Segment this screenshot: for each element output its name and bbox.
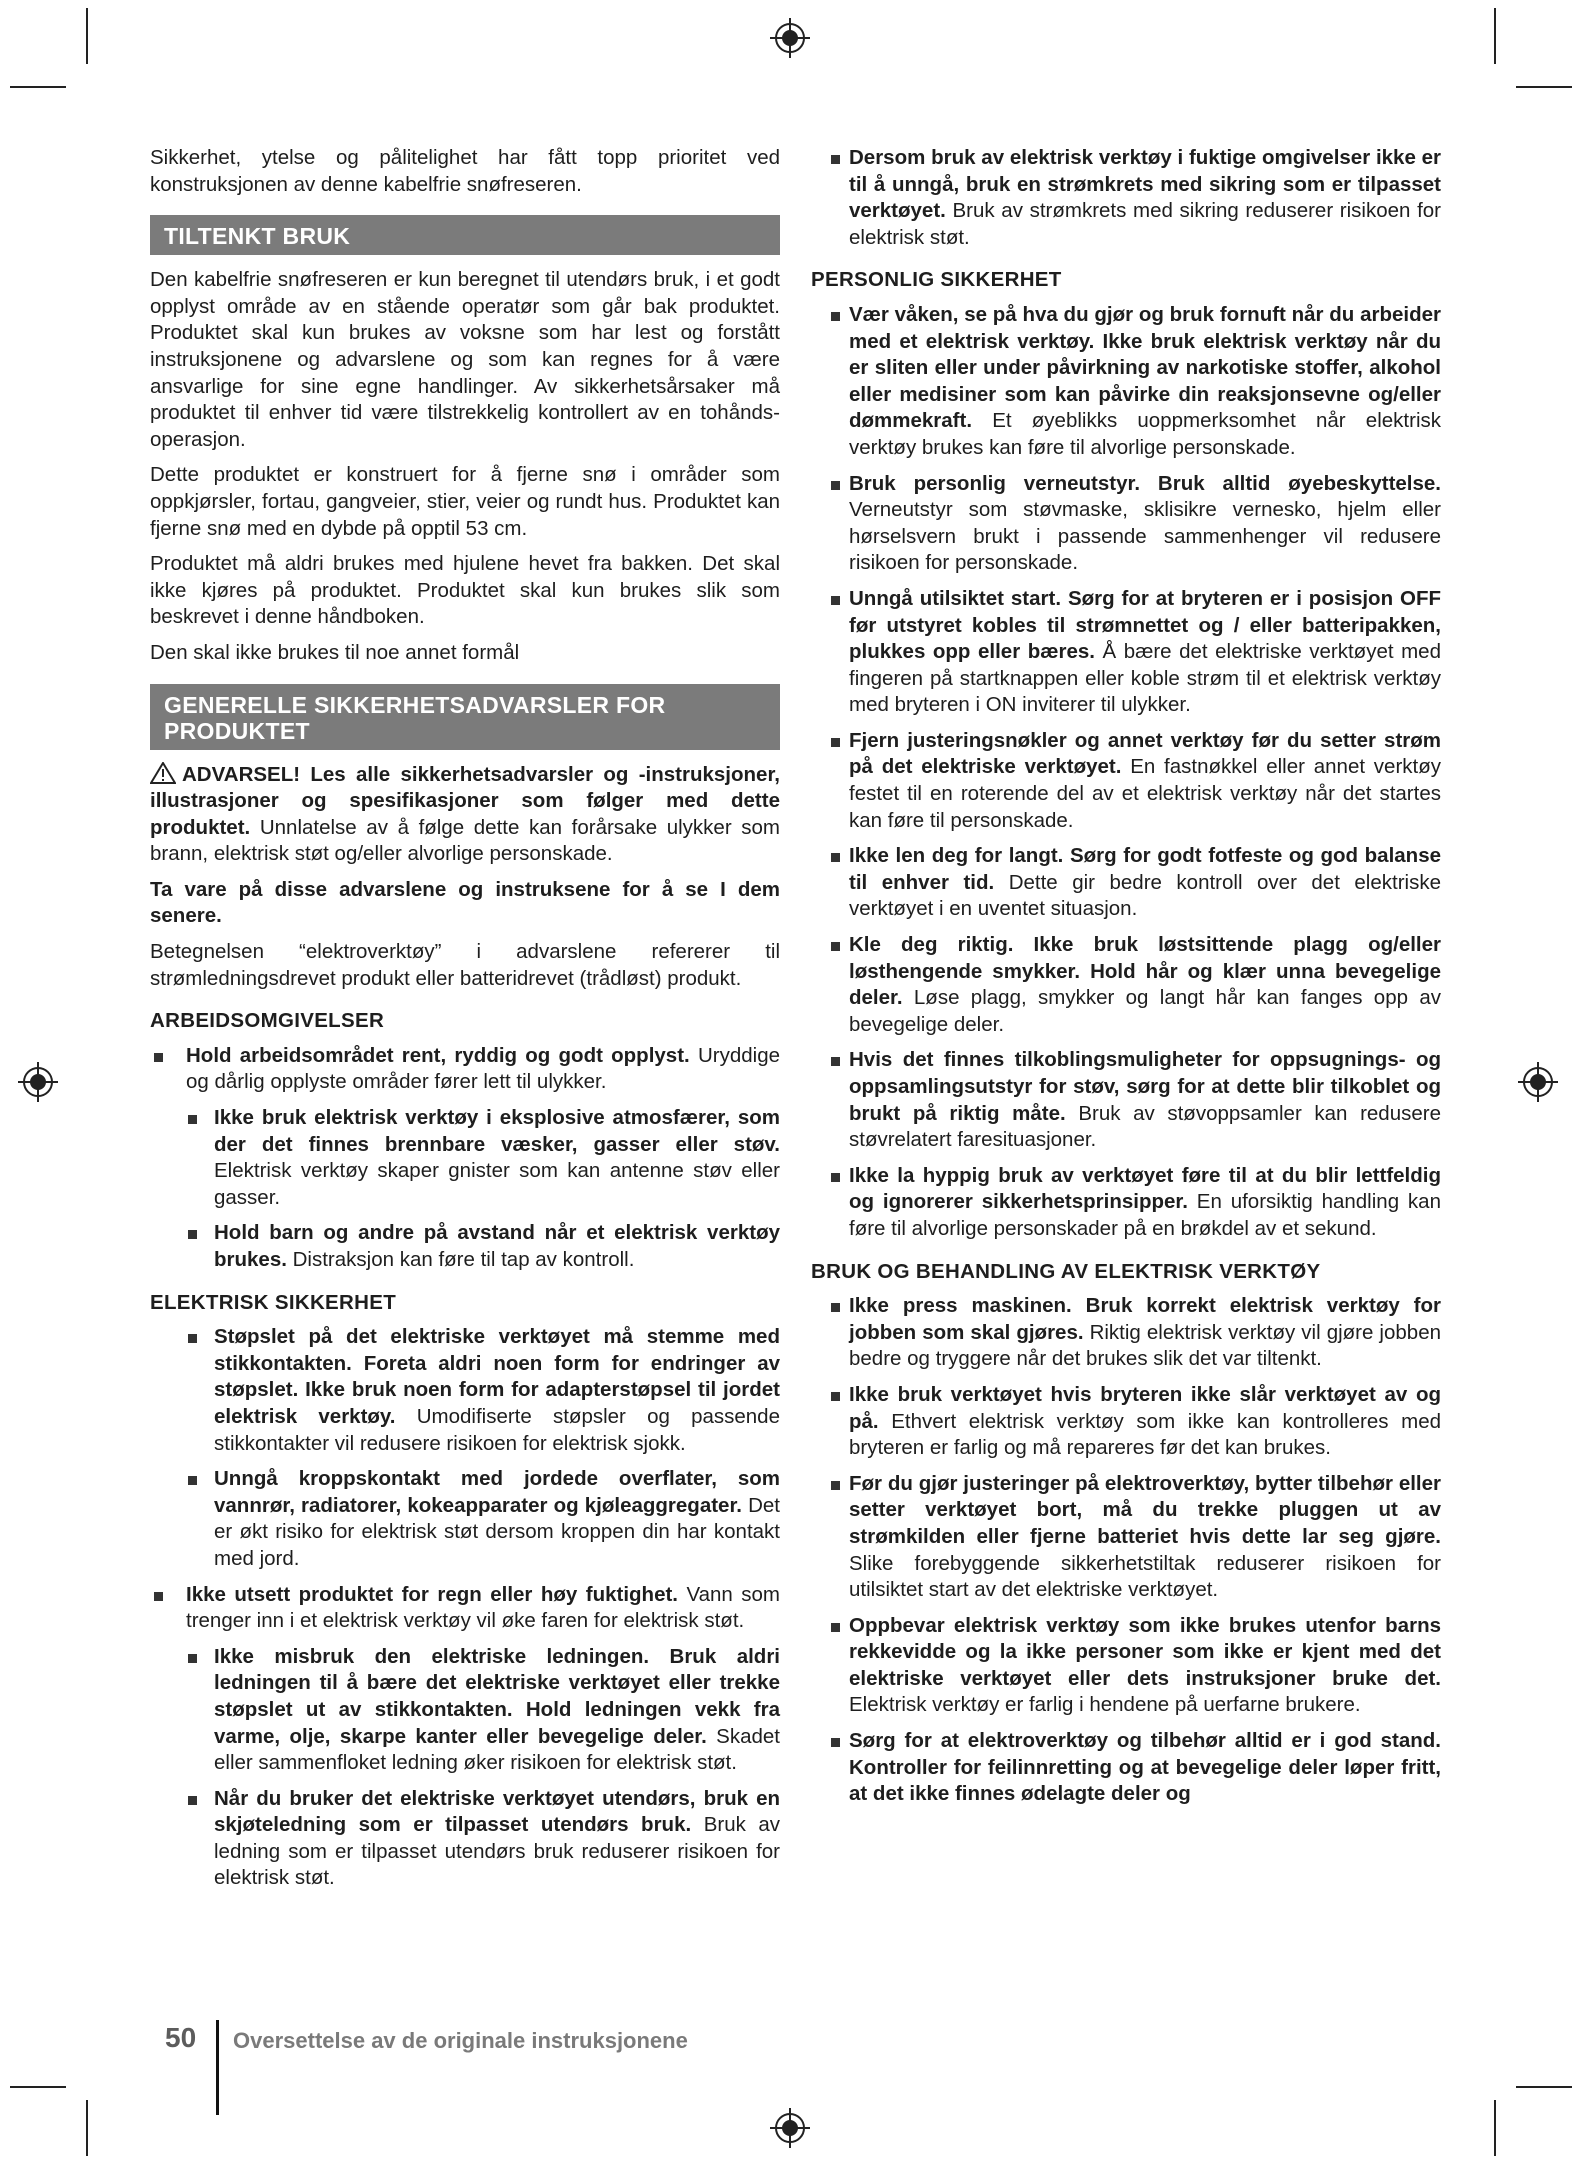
item-bold: Oppbevar elektrisk verktøy som ikke brukes utenfor barns rekkevidde og la ikke personer som ikke er kjent med det elektriske verktøyet eller dets instruksjoner bruke det.: [849, 1613, 1441, 1690]
crop-mark: [10, 2086, 66, 2088]
list-item: [811, 586, 1441, 719]
crop-mark: [1516, 86, 1572, 88]
item-text: En uforsiktig handling kan føre til alvorlige personskader på en brøkdel av et sekund.: [849, 1190, 1441, 1240]
footer-text: Oversettelse av de originale instruksjonene: [233, 2028, 688, 2053]
item-bold: Ikke bruk verktøyet hvis bryteren ikke slår verktøyet av og på.: [849, 1382, 1441, 1433]
item-text: Uryddige og dårlig opplyste områder fører lett til ulykker.: [186, 1043, 780, 1094]
left-column: [150, 145, 780, 1901]
crop-mark: [86, 8, 88, 64]
crop-mark: [1494, 2100, 1496, 2156]
item-bold: Ikke bruk elektrisk verktøy i eksplosive atmosfærer, som der det finnes brennbare væsker, gasser eller støv.: [214, 1106, 780, 1156]
item-text: Elektrisk verktøy er farlig i hendene på uerfarne brukere.: [849, 1693, 1361, 1717]
crop-mark: [1494, 8, 1496, 64]
item-bold: Ikke la hyppig bruk av verktøyet føre til at du blir lettfeldig og ignorerer sikkerhetsprinsipper.: [849, 1163, 1441, 1214]
list-item: [811, 1382, 1441, 1462]
list-item: [186, 1644, 780, 1777]
bullet-square-icon: [188, 1654, 197, 1663]
section-heading-tiltenkt-bruk: TILTENKT BRUK: [150, 215, 780, 255]
item-text: Bruk av strømkrets med sikring reduserer risikoen for elektrisk støt.: [849, 199, 1441, 249]
registration-mark-icon: [1518, 1062, 1558, 1102]
bullet-square-icon: [831, 481, 840, 490]
paragraph: Dette produktet er konstruert for å fjerne snø i områder som oppkjørsler, fortau, gangveier, stier, veier og rundt hus. Produktet kan fjerne snø med en dybde på opptil 53 cm.: [150, 463, 780, 540]
item-text: Elektrisk verktøy skaper gnister som kan antenne støv eller gasser.: [214, 1159, 780, 1209]
list-item: [811, 1047, 1441, 1153]
bullet-square-icon: [831, 853, 840, 862]
bullet-square-icon: [154, 1592, 163, 1601]
bullet-square-icon: [831, 1623, 840, 1632]
list-item: [811, 145, 1441, 251]
item-text: Bruk av støvoppsamler kan redusere støvrelatert faresituasjoner.: [849, 1101, 1441, 1152]
item-bold: Kle deg riktig. Ikke bruk løstsittende plagg og/eller løsthengende smykker. Hold hår og klær unna bevegelige deler.: [849, 933, 1441, 1010]
item-text: Distraksjon kan føre til tap av kontroll.: [286, 1248, 635, 1271]
list-item: [186, 1466, 780, 1572]
item-text: Slike forebyggende sikkerhetstiltak reduserer risikoen for utilsiktet start av det elektriske verktøyet.: [849, 1551, 1441, 1602]
warning-triangle-icon: [150, 762, 176, 784]
item-bold: Vær våken, se på hva du gjør og bruk fornuft når du arbeider med et elektrisk verktøy. Ikke bruk elektrisk verktøy når du er sliten eller under påvirkning av narkotiske stoffer, alkohol eller medisiner som kan påvirke din reaksjonsevne og/eller dømmekraft.: [849, 302, 1441, 433]
registration-mark-icon: [770, 2108, 810, 2148]
bullet-square-icon: [831, 1057, 840, 1066]
page-number: 50: [165, 2022, 197, 2053]
item-bold: Unngå utilsiktet start. Sørg for at bryteren er i posisjon OFF før utstyret kobles til strømnettet og / eller batteripakken, plukkes opp eller bæres.: [849, 586, 1441, 664]
registration-mark-icon: [770, 18, 810, 58]
keep-instructions: Ta vare på disse advarslene og instruksene for å se I dem senere.: [150, 877, 780, 928]
list-item: [811, 932, 1441, 1038]
item-bold: Hold barn og andre på avstand når et elektrisk verktøy brukes.: [214, 1221, 780, 1271]
item-bold: Hold arbeidsområdet rent, ryddig og godt opplyst.: [186, 1043, 690, 1067]
bullet-square-icon: [831, 312, 840, 321]
list-item: [186, 1220, 780, 1273]
bullet-square-icon: [831, 738, 840, 747]
item-text: Umodifiserte støpsler og passende stikkontakter vil redusere risikoen for elektrisk sjokk.: [214, 1404, 780, 1455]
footer-divider: [216, 2020, 219, 2115]
list-item: [811, 302, 1441, 462]
bullet-square-icon: [831, 1392, 840, 1401]
item-bold: Bruk personlig verneutstyr. Bruk alltid øyebeskyttelse.: [849, 471, 1441, 495]
paragraph: Betegnelsen “elektroverktøy” i advarslene refererer til strømledningsdrevet produkt eller batteridrevet (trådløst) produkt.: [150, 940, 780, 990]
bullet-square-icon: [831, 155, 840, 164]
item-bold: Ikke len deg for langt. Sørg for godt fotfeste og god balanse til enhver tid.: [849, 844, 1441, 894]
bullet-square-icon: [188, 1796, 197, 1805]
subheading-elektrisk-sikkerhet: ELEKTRISK SIKKERHET: [150, 1290, 397, 1314]
crop-mark: [86, 2100, 88, 2156]
item-text: Ethvert elektrisk verktøy som ikke kan kontrolleres med bryteren er farlig og må repareres før det kan brukes.: [849, 1409, 1441, 1460]
item-text: Et øyeblikks uoppmerksomhet når elektrisk verktøy brukes kan føre til alvorlige personskade.: [849, 409, 1441, 459]
bullet-square-icon: [831, 1303, 840, 1312]
item-bold: Når du bruker det elektriske verktøyet utendørs, bruk en skjøteledning som er tilpasset utendørs bruk.: [214, 1786, 780, 1837]
item-bold: Sørg for at elektroverktøy og tilbehør alltid er i god stand. Kontroller for feilinnretting og at bevegelige deler løper fritt, at det ikke finnes ødelagte deler og: [849, 1729, 1441, 1806]
list-item: [811, 1728, 1441, 1808]
paragraph: Den skal ikke brukes til noe annet formål: [150, 640, 520, 664]
item-bold: Hvis det finnes tilkoblingsmuligheter for oppsugnings- og oppsamlingsutstyr for støv, sørg for at dette blir tilkoblet og brukt på riktig måte.: [849, 1048, 1441, 1125]
bullet-square-icon: [188, 1230, 197, 1239]
bullet-square-icon: [154, 1053, 163, 1062]
item-bold: Unngå kroppskontakt med jordede overflater, som vannrør, radiatorer, kokeapparater og kjøleaggregater.: [214, 1467, 780, 1517]
item-bold: Ikke utsett produktet for regn eller høy fuktighet.: [186, 1582, 678, 1606]
item-text: Bruk av ledning som er tilpasset utendørs bruk reduserer risikoen for elektrisk støt.: [214, 1813, 781, 1890]
paragraph: Produktet må aldri brukes med hjulene hevet fra bakken. Det skal ikke kjøres på produktet. Produktet skal kun brukes slik som beskrevet i denne håndboken.: [150, 552, 780, 629]
crop-mark: [1516, 2086, 1572, 2088]
subheading-arbeidsomgivelser: ARBEIDSOMGIVELSER: [150, 1009, 385, 1033]
item-bold: Ikke misbruk den elektriske ledningen. Bruk aldri ledningen til å bære det elektriske verktøyet eller trekke støpslet ut av stikkontakten. Hold ledningen vekk fra varme, olje, skarpe kanter eller bevegelige deler.: [214, 1644, 780, 1748]
warning-text: Unnlatelse av å følge dette kan forårsake ulykker som brann, elektrisk støt og/eller alvorlige personskade.: [150, 815, 780, 866]
intro-paragraph: Sikkerhet, ytelse og pålitelighet har fått topp prioritet ved konstruksjonen av denne kabelfrie snøfreseren.: [150, 146, 780, 196]
bullet-square-icon: [831, 1173, 840, 1182]
bullet-square-icon: [831, 1481, 840, 1490]
list-item: [811, 471, 1441, 577]
item-bold: Dersom bruk av elektrisk verktøy i fuktige omgivelser ikke er til å unngå, bruk en strømkrets med sikring som er tilpasset verktøyet.: [849, 146, 1441, 223]
subheading-personlig-sikkerhet: PERSONLIG SIKKERHET: [811, 268, 1062, 292]
item-bold: Ikke press maskinen. Bruk korrekt elektrisk verktøy for jobben som skal gjøres.: [849, 1294, 1441, 1344]
item-text: Å bære det elektriske verktøyet med fingeren på startknappen eller koble strøm til et elektrisk verktøy med bryteren i ON inviterer til ulykker.: [849, 640, 1441, 717]
item-text: Dette gir bedre kontroll over det elektriske verktøyet i en uventet situasjon.: [849, 870, 1441, 921]
paragraph: Den kabelfrie snøfreseren er kun beregnet til utendørs bruk, i et godt opplyst område av en stående operatør som går bak produktet. Produktet skal kun brukes av voksne som har lest og forstått instruksjonene og advarslene og som kan regnes for å være ansvarlige for sine egne handlinger. Av sikkerhetsårsaker må produktet til enhver tid være tilstrekkelig kontrollert av en tohånds-operasjon.: [150, 268, 780, 451]
item-text: Det er økt risiko for elektrisk støt dersom kroppen din har kontakt med jord.: [214, 1493, 780, 1570]
crop-mark: [10, 86, 66, 88]
item-text: Verneutstyr som støvmaske, sklisikre vernesko, hjelm eller hørselsvern brukt i passende sammenhenger vil redusere risikoen for personskade.: [849, 498, 1441, 575]
list-item: [150, 1043, 780, 1096]
bullet-square-icon: [188, 1115, 197, 1124]
registration-mark-icon: [18, 1062, 58, 1102]
item-text: Skadet eller sammenfloket ledning øker risikoen for elektrisk støt.: [214, 1724, 780, 1775]
list-item: [811, 843, 1441, 923]
list-item: [811, 1163, 1441, 1243]
item-bold: Før du gjør justeringer på elektroverktøy, bytter tilbehør eller setter verktøyet bort, må du trekke pluggen ut av strømkilden eller fjerne batteriet hvis dette lar seg gjøre.: [849, 1471, 1441, 1548]
right-column: [811, 145, 1441, 1817]
section-heading-generelle: GENERELLE SIKKERHETSADVARSLER FOR PRODUKTET: [150, 684, 780, 750]
item-text: Riktig elektrisk verktøy vil gjøre jobben bedre og tryggere når det brukes slik det var tiltenkt.: [849, 1320, 1441, 1371]
list-item: [811, 1471, 1441, 1604]
list-item: [811, 728, 1441, 834]
list-item: [811, 1293, 1441, 1373]
bullet-square-icon: [831, 1738, 840, 1747]
list-item: [150, 1582, 780, 1635]
list-item: [186, 1324, 780, 1457]
warning-paragraph: [150, 762, 780, 868]
item-bold: Fjern justeringsnøkler og annet verktøy før du setter strøm på det elektriske verktøyet.: [849, 728, 1441, 779]
subheading-bruk-og-behandling: BRUK OG BEHANDLING AV ELEKTRISK VERKTØY: [811, 1259, 1321, 1283]
list-item: [186, 1786, 780, 1892]
item-text: Løse plagg, smykker og langt hår kan fanges opp av bevegelige deler.: [849, 986, 1441, 1036]
warning-bold: ADVARSEL! Les alle sikkerhetsadvarsler og -instruksjoner, illustrasjoner og spesifikasjoner som følger med dette produktet.: [150, 762, 780, 839]
bullet-square-icon: [831, 942, 840, 951]
bullet-square-icon: [831, 596, 840, 605]
item-text: En fastnøkkel eller annet verktøy festet til en roterende del av et elektrisk verktøy når det startes kan føre til personskade.: [849, 755, 1441, 832]
bullet-square-icon: [188, 1476, 197, 1485]
item-text: Vann som trenger inn i et elektrisk verktøy vil øke faren for elektrisk støt.: [186, 1582, 780, 1633]
list-item: [811, 1613, 1441, 1719]
bullet-square-icon: [188, 1334, 197, 1343]
item-bold: Støpslet på det elektriske verktøyet må stemme med stikkontakten. Foreta aldri noen form for endringer av støpslet. Ikke bruk noen form for adapterstøpsel til jordet elektrisk verktøy.: [214, 1325, 780, 1428]
list-item: [186, 1105, 780, 1211]
